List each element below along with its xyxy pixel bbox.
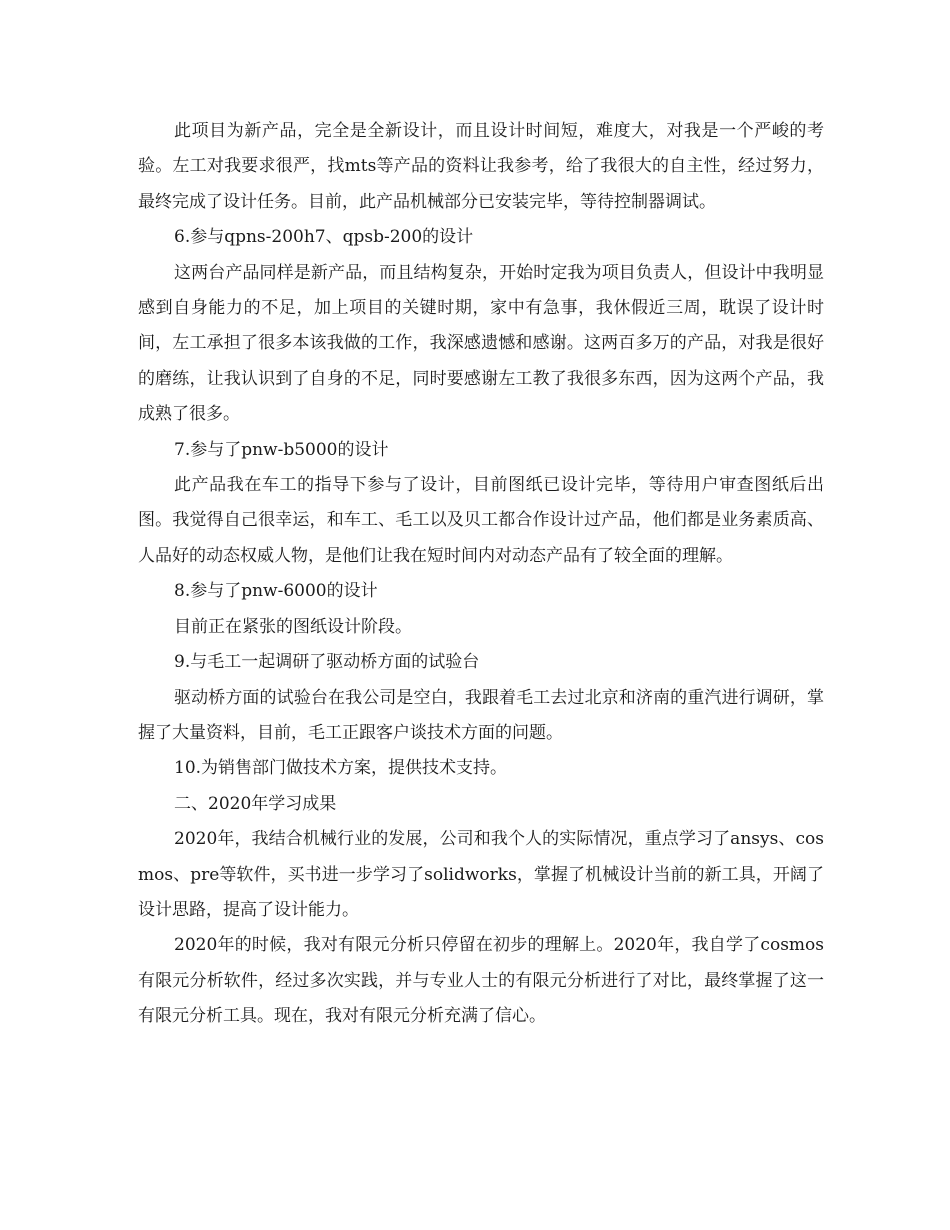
item-heading-7: 7.参与了pnw-b5000的设计 [174, 439, 389, 460]
paragraph-item-8: 目前正在紧张的图纸设计阶段。 [174, 616, 412, 637]
item-heading-10: 10.为销售部门做技术方案，提供技术支持。 [174, 758, 508, 779]
section-heading-learning-results: 二、2020年学习成果 [174, 793, 337, 814]
paragraph-learning-2: 2020年的时候，我对有限元分析只停留在初步的理解上。2020年，我自学了cosmos有限元分析软件，经过多次实践，并与专业人士的有限元分析进行了对比，最终掌握了这一有限元分析工具。现在，我对有限元分析充满了信心。 [138, 935, 824, 1027]
paragraph-project-new-product: 此项目为新产品，完全是全新设计，而且设计时间短，难度大，对我是一个严峻的考验。左工对我要求很严，找mts等产品的资料让我参考，给了我很大的自主性，经过努力，最终完成了设计任务。目前，此产品机械部分已安装完毕，等待控制器调试。 [138, 121, 824, 212]
item-heading-9: 9.与毛工一起调研了驱动桥方面的试验台 [174, 652, 480, 673]
item-heading-8: 8.参与了pnw-6000的设计 [174, 581, 378, 602]
paragraph-item-7: 此产品我在车工的指导下参与了设计，目前图纸已设计完毕，等待用户审查图纸后出图。我觉得自己很幸运，和车工、毛工以及贝工都合作设计过产品，他们都是业务素质高、人品好的动态权威人物，是他们让我在短时间内对动态产品有了较全面的理解。 [138, 475, 824, 566]
paragraph-learning-1: 2020年，我结合机械行业的发展，公司和我个人的实际情况，重点学习了ansys、cosmos、pre等软件，买书进一步学习了solidworks，掌握了机械设计当前的新工具，开阔了设计思路，提高了设计能力。 [138, 829, 824, 920]
paragraph-item-9: 驱动桥方面的试验台在我公司是空白，我跟着毛工去过北京和济南的重汽进行调研，掌握了大量资料，目前，毛工正跟客户谈技术方面的问题。 [138, 687, 824, 743]
paragraph-item-6: 这两台产品同样是新产品，而且结构复杂，开始时定我为项目负责人，但设计中我明显感到自身能力的不足，加上项目的关键时期，家中有急事，我休假近三周，耽误了设计时间，左工承担了很多本该我做的工作，我深感遗憾和感谢。这两百多万的产品，对我是很好的磨练，让我认识到了自身的不足，同时要感谢左工教了我很多东西，因为这两个产品，我成熟了很多。 [138, 262, 824, 425]
document-body [138, 114, 824, 1035]
item-heading-6: 6.参与qpns-200h7、qpsb-200的设计 [174, 227, 474, 248]
